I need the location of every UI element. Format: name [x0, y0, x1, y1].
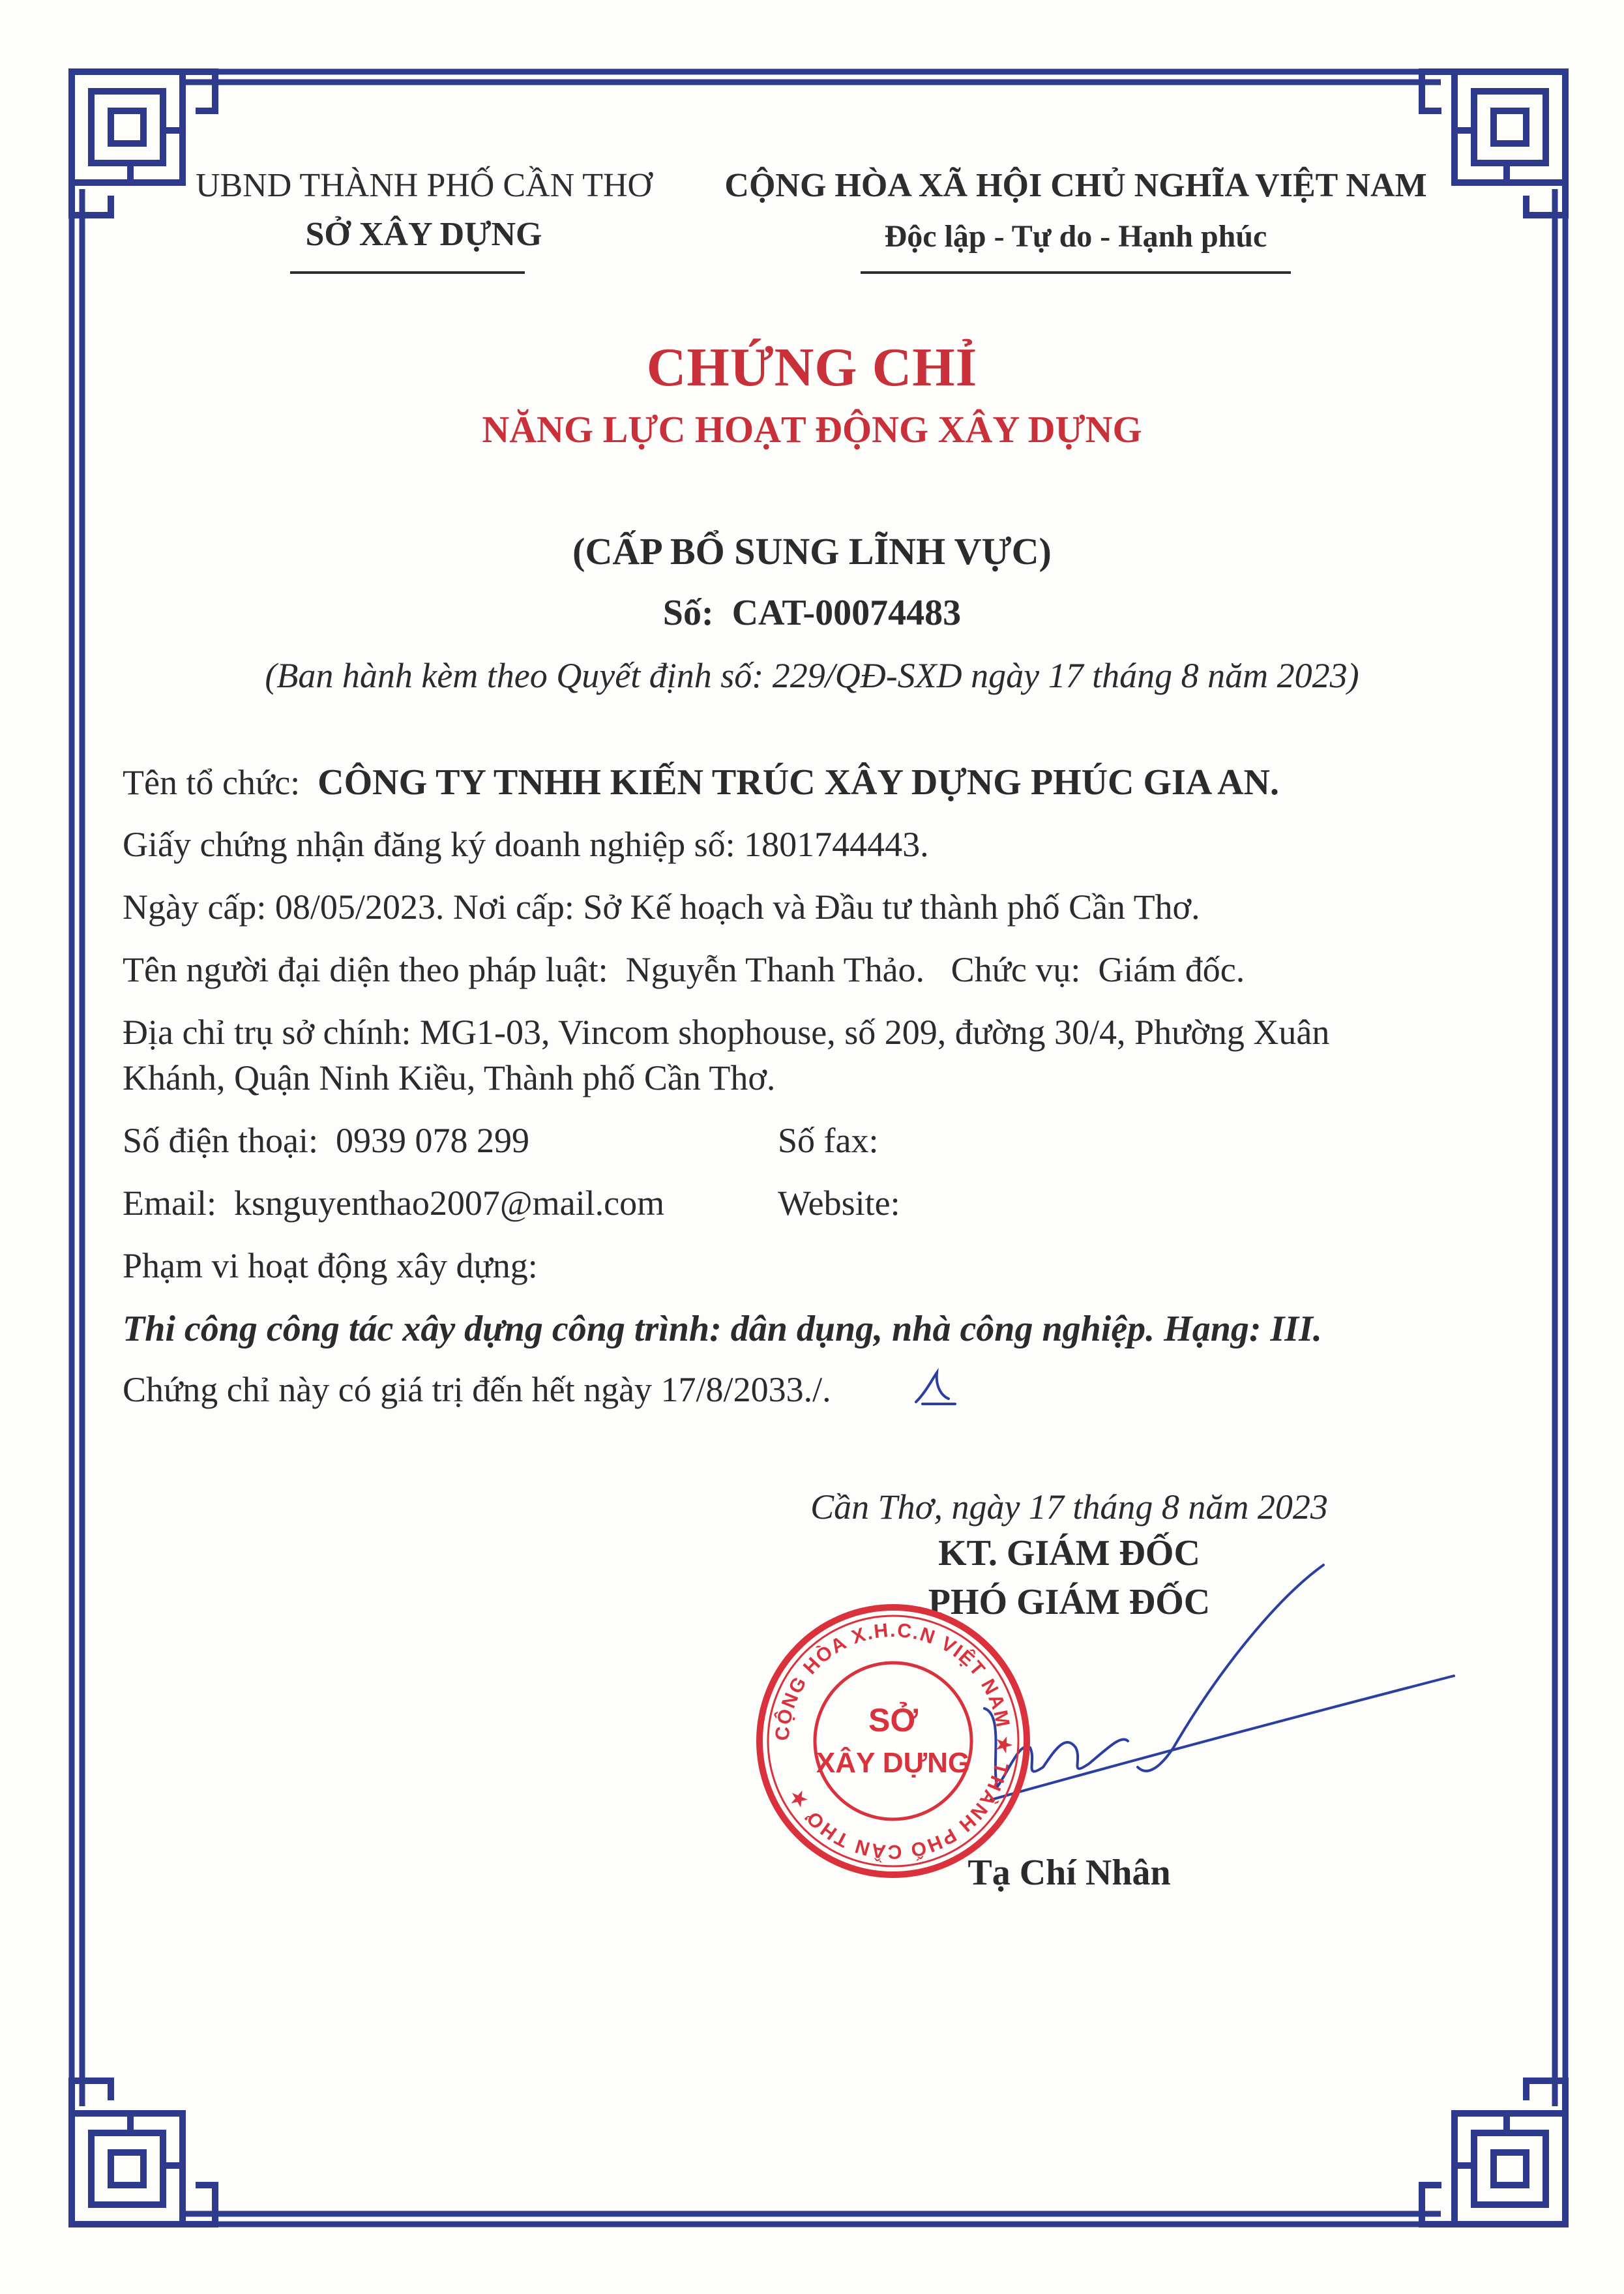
signer-title-2: PHÓ GIÁM ĐỐC: [928, 1582, 1211, 1622]
representative-label: Tên người đại diện theo pháp luật:: [123, 950, 608, 989]
initial-mark: [909, 1366, 962, 1412]
validity-statement: Chứng chỉ này có giá trị đến hết ngày 17/8/2033./.: [123, 1370, 831, 1409]
svg-text:CỘNG HÒA X.H.C.N VIỆT NAM ★ TH: [772, 1620, 1015, 1863]
org-name-row: [123, 762, 1279, 803]
certificate-number: [0, 592, 1624, 634]
address-line-2: Khánh, Quận Ninh Kiều, Thành phố Cần Thơ.: [123, 1058, 776, 1097]
supplement-note: (CẤP BỔ SUNG LĨNH VỰC): [572, 530, 1052, 573]
signing-place-date: Cần Thơ, ngày 17 tháng 8 năm 2023: [810, 1487, 1328, 1527]
official-seal: [750, 1598, 1037, 1884]
issue-info: Ngày cấp: 08/05/2023. Nơi cấp: Sở Kế hoạch và Đầu tư thành phố Cần Thơ.: [123, 887, 1200, 927]
seal-center-text-1: SỞ: [868, 1702, 919, 1738]
legal-representative-row: [123, 949, 1245, 990]
representative-value: Nguyễn Thanh Thảo.: [625, 950, 925, 989]
phone-row: [123, 1120, 529, 1161]
seal-ring-text: CỘNG HÒA X.H.C.N VIỆT NAM ★ THÀNH PHỐ CẦN THƠ ★: [771, 1619, 1015, 1863]
website-label: Website:: [778, 1184, 900, 1223]
fax-label: Số fax:: [778, 1121, 879, 1160]
position-label: Chức vụ:: [951, 950, 1081, 989]
phone-label: Số điện thoại:: [123, 1121, 318, 1160]
certificate-number-label: Số:: [662, 593, 714, 633]
national-title: CỘNG HÒA XÃ HỘI CHỦ NGHĨA VIỆT NAM: [724, 167, 1427, 204]
email-value: ksnguyenthao2007@mail.com: [233, 1184, 665, 1223]
position-value: Giám đốc.: [1098, 950, 1245, 989]
seal-center-text-2: XÂY DỰNG: [816, 1747, 971, 1779]
decision-reference: (Ban hành kèm theo Quyết định số: 229/QĐ-SXD ngày 17 tháng 8 năm 2023): [265, 656, 1359, 695]
business-registration: Giấy chứng nhận đăng ký doanh nghiệp số: 1801744443.: [123, 825, 929, 864]
certificate-subtitle: NĂNG LỰC HOẠT ĐỘNG XÂY DỰNG: [482, 408, 1142, 451]
national-motto: Độc lập - Tự do - Hạnh phúc: [884, 219, 1267, 254]
org-name-value: CÔNG TY TNHH KIẾN TRÚC XÂY DỰNG PHÚC GIA AN.: [317, 762, 1279, 803]
scope-value: Thi công công tác xây dựng công trình: dân dụng, nhà công nghiệp. Hạng: III.: [123, 1309, 1322, 1349]
signer-title-1: KT. GIÁM ĐỐC: [938, 1533, 1200, 1573]
signer-name: Tạ Chí Nhân: [967, 1853, 1171, 1893]
email-label: Email:: [123, 1184, 216, 1223]
certificate-number-value: CAT-00074483: [731, 593, 962, 633]
issuer-authority: UBND THÀNH PHỐ CẦN THƠ: [195, 167, 653, 204]
phone-value: 0939 078 299: [335, 1121, 529, 1160]
org-name-label: Tên tổ chức:: [123, 763, 301, 802]
issuer-department: SỞ XÂY DỰNG: [305, 216, 542, 253]
address-line-1: Địa chỉ trụ sở chính: MG1-03, Vincom shophouse, số 209, đường 30/4, Phường Xuân: [123, 1013, 1330, 1052]
email-row: [123, 1183, 664, 1223]
certificate-title: CHỨNG CHỈ: [646, 337, 978, 398]
scope-label: Phạm vi hoạt động xây dựng:: [123, 1246, 538, 1285]
